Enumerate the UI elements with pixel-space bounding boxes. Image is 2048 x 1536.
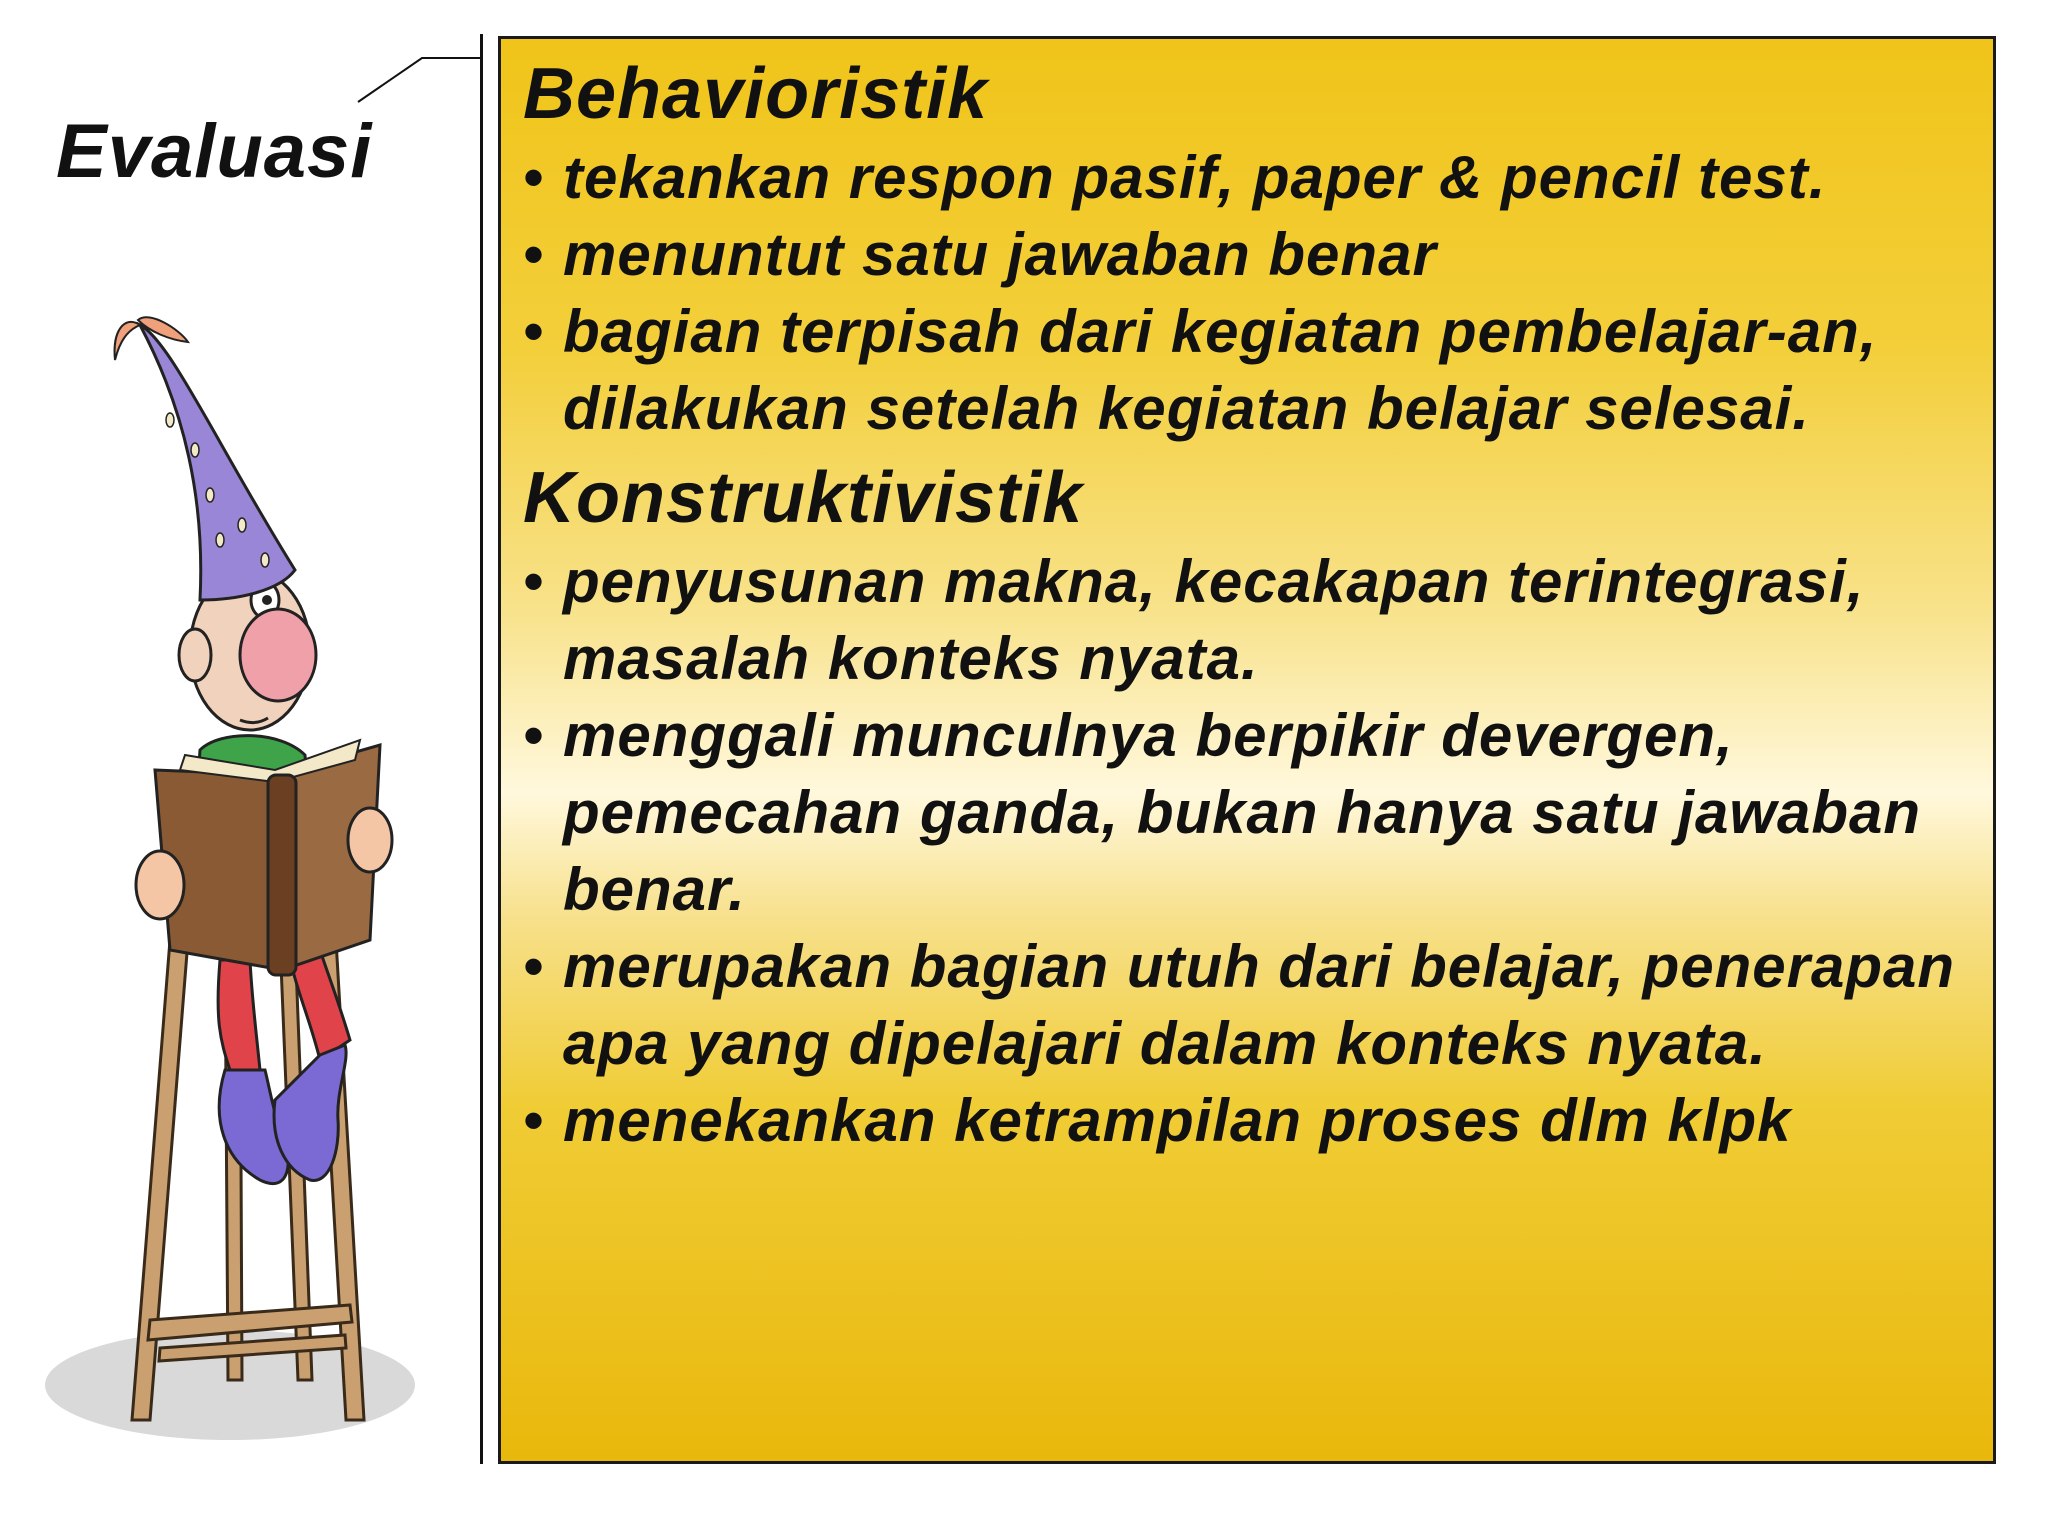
- section-heading-behavioristik: Behavioristik: [523, 54, 989, 134]
- list-item-text: penyusunan makna, kecakapan terintegrasi, masalah konteks nyata.: [563, 548, 1865, 692]
- bullet-icon: •: [523, 933, 546, 1000]
- list-item-text: menggali munculnya berpikir devergen, pemecahan ganda, bukan hanya satu jawaban benar.: [563, 702, 1922, 923]
- list-item-text: merupakan bagian utuh dari belajar, penerapan apa yang dipelajari dalam konteks nyata.: [563, 933, 1956, 1077]
- list-item: [523, 697, 1979, 928]
- list-item: [523, 928, 1979, 1082]
- bullet-icon: •: [523, 1087, 546, 1154]
- bullet-icon: •: [523, 702, 546, 769]
- list-item: [523, 543, 1979, 697]
- bullet-icon: •: [523, 298, 546, 365]
- content-box: [498, 36, 1996, 1464]
- list-item-text: menuntut satu jawaban benar: [563, 221, 1437, 288]
- list-item: [523, 139, 1979, 216]
- list-item: [523, 1082, 1979, 1159]
- bullet-icon: •: [523, 144, 546, 211]
- bullet-icon: •: [523, 221, 546, 288]
- section-heading-konstruktivistik: Konstruktivistik: [523, 458, 1084, 538]
- list-item-text: tekankan respon pasif, paper & pencil test.: [563, 144, 1827, 211]
- wizard-reading-illustration: [20, 300, 420, 1480]
- list-item: [523, 216, 1979, 293]
- list-item: [523, 293, 1979, 447]
- divider-line: [480, 34, 483, 1464]
- konstruktivistik-list: [523, 543, 1979, 1159]
- behavioristik-list: [523, 139, 1979, 447]
- side-title: Evaluasi: [56, 109, 373, 194]
- list-item-text: bagian terpisah dari kegiatan pembelajar-an, dilakukan setelah kegiatan belajar selesai.: [563, 298, 1878, 442]
- list-item-text: menekankan ketrampilan proses dlm klpk: [563, 1087, 1792, 1154]
- bullet-icon: •: [523, 548, 546, 615]
